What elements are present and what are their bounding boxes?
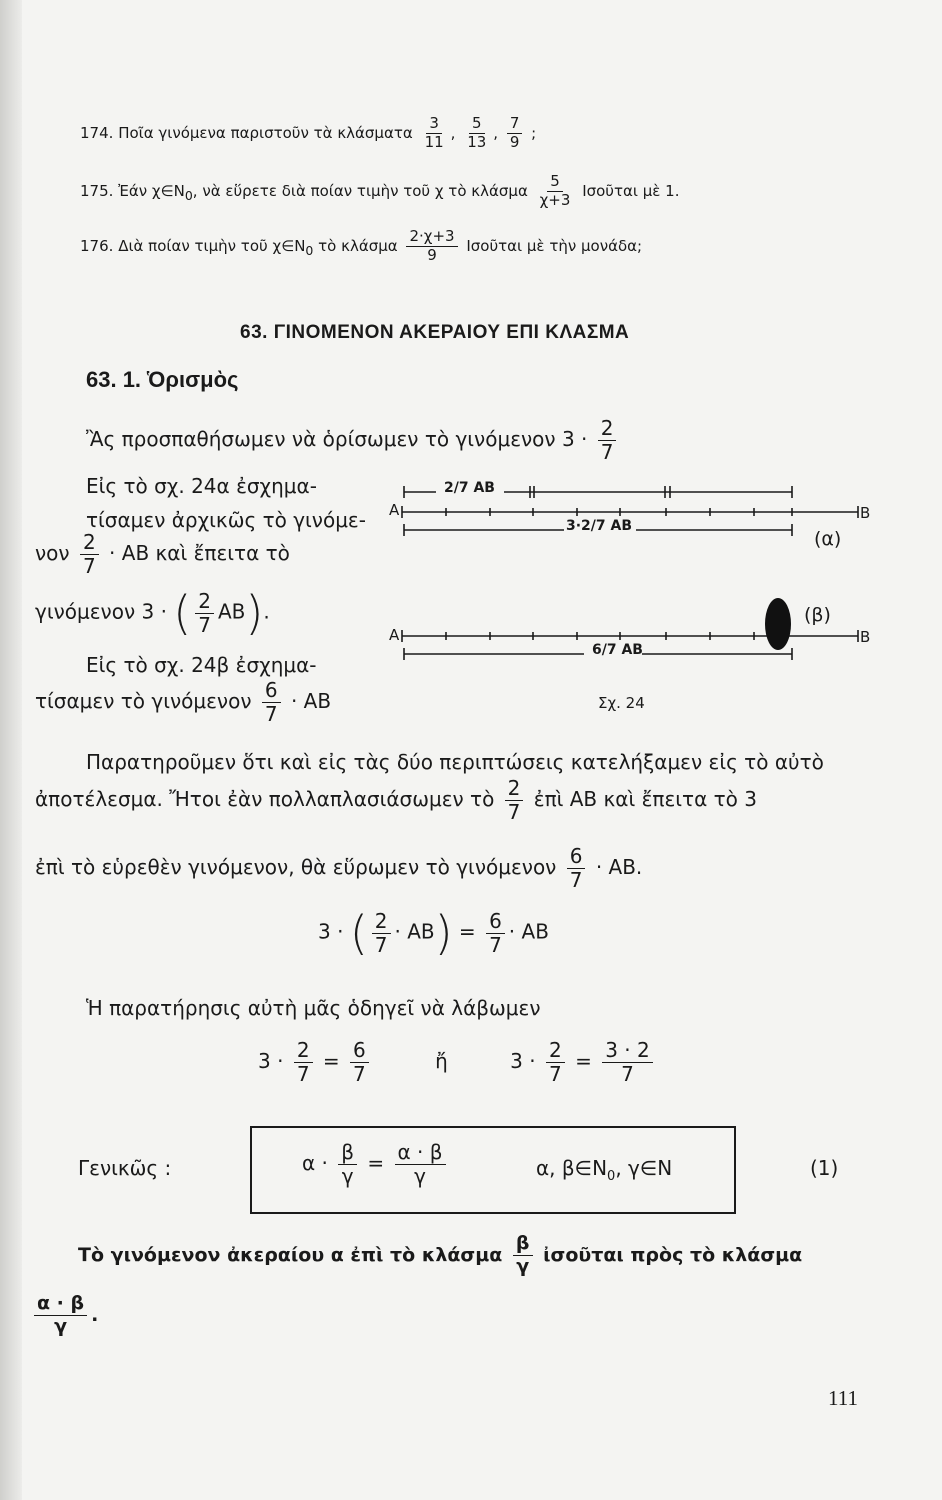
rule-statement	[78, 1234, 802, 1277]
exercise-174: 174. Ποῖα γινόμενα παριστοῦν τὰ κλάσματα $\frac{3}{11}$ , $\frac{5}{13}$ , $\frac{7}{9}$ ;	[80, 114, 537, 151]
text: ἐπὶ τὸ εὑρεθὲν γινόμενον, θὰ εὕρωμεν τὸ γινόμενον	[35, 855, 557, 879]
page-binding-edge	[0, 0, 22, 1500]
exercise-text: τὸ κλάσμα	[318, 236, 398, 255]
subscript: 0	[305, 242, 314, 258]
figure-seg-a1-label: 2/7 ΑΒ	[444, 480, 495, 496]
exercise-number: 175.	[80, 181, 114, 200]
text: α ·	[302, 1151, 328, 1175]
denominator: 7	[621, 1062, 634, 1086]
numerator: 2	[546, 1040, 565, 1063]
exercise-number: 176.	[80, 236, 114, 255]
para-b-line1: Εἰς τὸ σχ. 24β ἐσχημα-	[86, 653, 317, 677]
figure-24	[380, 474, 880, 724]
fraction	[80, 532, 99, 577]
para-a-line2: τίσαμεν ἀρχικῶς τὸ γινόμε-	[86, 508, 366, 532]
section-title: 63. ΓΙΝΟΜΕΝΟΝ ΑΚΕΡΑΙΟΥ ΕΠΙ ΚΛΑΣΜΑ	[240, 322, 630, 343]
denominator: γ	[54, 1314, 68, 1337]
punctuation: ;	[531, 123, 537, 142]
numerator: 6	[262, 680, 281, 703]
figure-label-b: (β)	[804, 604, 831, 626]
numerator: β	[338, 1142, 357, 1165]
ink-blot-shape	[765, 598, 791, 650]
denominator: 7	[353, 1062, 366, 1086]
denominator: 9	[427, 245, 437, 264]
fraction	[395, 1142, 446, 1187]
fraction	[350, 1040, 369, 1085]
left-paren: (	[173, 586, 192, 640]
numerator: 3	[426, 116, 442, 134]
figure-caption: Σχ. 24	[598, 694, 645, 712]
general-formula: α · $\frac{\beta}{\gamma}$ = $\frac{\alpha \cdot \beta}{\gamma}$	[302, 1142, 450, 1187]
observation-line3	[35, 846, 642, 891]
exercise-text: Ισοῦται μὲ τὴν μονάδα;	[466, 236, 643, 255]
para-a-line3	[35, 532, 290, 577]
numerator: 2·χ+3	[406, 229, 457, 247]
numerator: α · β	[395, 1142, 446, 1165]
lead-sentence: Ἡ παρατήρησις αὐτὴ μᾶς ὁδηγεῖ νὰ λάβωμεν	[86, 996, 541, 1020]
fraction	[34, 1294, 87, 1337]
figure-point-b: Β	[860, 504, 871, 522]
fraction	[602, 1040, 653, 1085]
observation-line2	[35, 778, 757, 823]
right-paren: )	[434, 906, 453, 960]
denominator: 7	[374, 932, 388, 957]
subsection-title: 63. 1. Ὁρισμὸς	[86, 367, 239, 392]
intro-line	[86, 418, 620, 463]
text: ἀποτέλεσμα. Ἤτοι ἐὰν πολλαπλασιάσωμεν τὸ	[35, 787, 495, 811]
numerator: 5	[469, 116, 485, 134]
observation-line1: Παρατηροῦμεν ὅτι καὶ εἰς τὰς δύο περιπτώσεις κατελήξαμεν εἰς τὸ αὐτὸ	[86, 750, 824, 774]
numerator: β	[513, 1234, 533, 1256]
punctuation: .	[91, 1303, 99, 1326]
rule-fraction	[30, 1294, 98, 1337]
numerator: 2	[505, 778, 524, 801]
numerator: 2	[294, 1040, 313, 1063]
exercise-176	[80, 229, 642, 264]
text: ἰσοῦται πρὸς τὸ κλάσμα	[543, 1243, 803, 1266]
exercise-text: Ποῖα γινόμενα παριστοῦν τὰ κλάσματα	[118, 123, 413, 142]
text: · ΑΒ.	[595, 855, 643, 879]
figure-point-b-b: Β	[860, 628, 871, 646]
fraction	[195, 588, 214, 637]
numerator: 3 · 2	[602, 1040, 653, 1063]
exercise-175	[80, 174, 679, 209]
numerator: 2	[598, 418, 617, 441]
denominator: 7	[489, 932, 502, 957]
text: Τὸ γινόμενον ἀκεραίου α ἐπὶ τὸ κλάσμα	[78, 1243, 503, 1266]
denominator: 7	[548, 1062, 562, 1086]
denominator: 7	[82, 554, 96, 578]
figure-label-a: (α)	[814, 528, 842, 550]
fraction	[507, 116, 523, 151]
text: · ΑΒ	[290, 689, 332, 713]
text: 3 ·	[258, 1049, 284, 1073]
fraction	[262, 680, 281, 725]
text: · ΑΒ καὶ ἔπειτα τὸ	[109, 541, 290, 565]
fraction	[464, 116, 489, 151]
text: γινόμενον 3 ·	[35, 599, 167, 624]
text: 3 ·	[318, 919, 344, 944]
text: νον	[35, 541, 70, 565]
denominator: 7	[264, 702, 278, 726]
denominator: γ	[341, 1164, 354, 1188]
subscript: 0	[184, 187, 193, 203]
exercise-number: 174.	[80, 123, 114, 142]
text: ΑΒ	[217, 599, 246, 624]
para-b-line2	[35, 680, 331, 725]
numerator: 2	[80, 532, 99, 555]
denominator: γ	[414, 1164, 426, 1188]
figure-point-a: Α	[389, 501, 400, 519]
denominator: χ+3	[539, 190, 571, 209]
numerator: 6	[486, 911, 505, 934]
figure-point-a-b: Α	[389, 626, 400, 644]
numerator: 2	[372, 911, 391, 934]
fraction	[406, 229, 457, 264]
text: τίσαμεν τὸ γινόμενον	[35, 689, 252, 713]
denominator: γ	[516, 1254, 530, 1277]
numerator: 7	[507, 116, 523, 134]
fraction	[486, 908, 505, 957]
exercise-text: , νὰ εὕρετε διὰ ποίαν τιμὴν τοῦ χ τὸ κλάσμα	[192, 181, 528, 200]
para-a-line1: Εἰς τὸ σχ. 24α ἐσχημα-	[86, 474, 317, 498]
text: · ΑΒ	[508, 919, 549, 944]
left-paren: (	[349, 906, 368, 960]
fraction	[422, 116, 447, 151]
numerator: 6	[567, 846, 586, 869]
figure-seg-a2-label: 3·2/7 ΑΒ	[566, 518, 633, 534]
figure-seg-b-label: 6/7 ΑΒ	[592, 642, 643, 658]
fraction	[513, 1234, 533, 1277]
exercise-text: Διὰ ποίαν τιμὴν τοῦ χ∈N	[118, 236, 306, 255]
right-paren: )	[245, 586, 264, 640]
fraction	[294, 1040, 313, 1085]
denominator: 13	[467, 132, 487, 151]
denominator: 9	[509, 132, 520, 151]
denominator: 7	[198, 612, 211, 637]
page-number: 111	[828, 1386, 858, 1410]
exercise-text: Ισοῦται μὲ 1.	[582, 181, 680, 200]
text: 3 ·	[510, 1049, 536, 1073]
numerator: 6	[350, 1040, 369, 1063]
fraction	[338, 1142, 357, 1187]
fraction	[537, 174, 574, 209]
general-label: Γενικῶς :	[78, 1156, 172, 1180]
general-condition	[536, 1156, 672, 1184]
denominator: 7	[600, 440, 614, 464]
numerator: 5	[547, 174, 563, 192]
fraction	[546, 1040, 565, 1085]
denominator: 7	[507, 800, 521, 824]
equation-2: 3 · $\frac{2}{7}$ = $\frac{6}{7}$ ἤ 3 · $\frac{2}{7}$ = $\frac{3 \cdot 2}{7}$	[258, 1040, 657, 1085]
denominator: 11	[424, 132, 444, 151]
para-a-line4	[35, 586, 270, 640]
fraction	[505, 778, 524, 823]
denominator: 7	[569, 868, 583, 892]
text: ἤ	[435, 1049, 448, 1073]
equation-number: (1)	[810, 1156, 839, 1180]
subscript: 0	[607, 1169, 616, 1184]
text: · ΑΒ	[394, 919, 435, 944]
fraction	[567, 846, 586, 891]
text: ἐπὶ ΑΒ καὶ ἔπειτα τὸ 3	[533, 787, 757, 811]
equation-1: 3 · ( $\frac{2}{7}$ · ΑΒ) = $\frac{6}{7}$ · ΑΒ	[318, 906, 549, 960]
text: , γ∈N	[615, 1156, 673, 1180]
numerator: α · β	[34, 1294, 87, 1316]
fraction	[598, 418, 617, 463]
numerator: 2	[195, 591, 214, 614]
fraction	[372, 908, 391, 957]
punctuation: .	[263, 599, 270, 624]
text: α, β∈N	[536, 1156, 608, 1180]
intro-text: Ἂς προσπαθήσωμεν νὰ ὁρίσωμεν τὸ γινόμενον 3 ·	[86, 427, 588, 451]
exercise-text: Ἐάν χ∈N	[118, 181, 185, 200]
denominator: 7	[296, 1062, 310, 1086]
